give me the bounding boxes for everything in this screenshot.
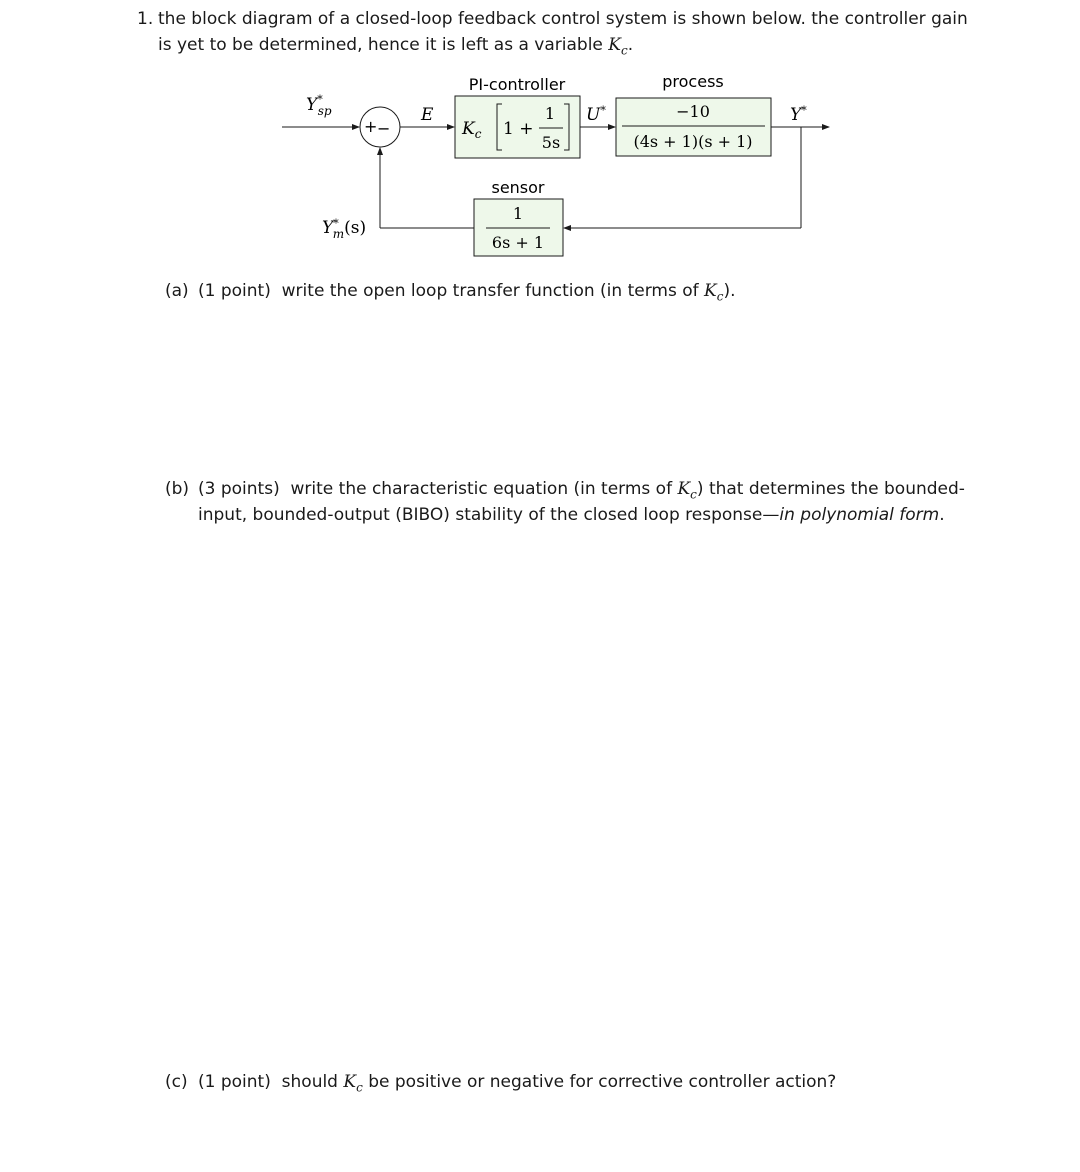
kc-variable: $K_c$ (704, 281, 724, 304)
kc-variable: $K_c$ (677, 479, 697, 502)
process-title: process (662, 72, 724, 91)
part-a-label: (a) (165, 281, 189, 301)
part-b-label: (b) (165, 479, 190, 499)
sum-minus-sign: − (377, 119, 391, 138)
kc-variable: $K_c$ (608, 35, 628, 58)
measured-output-label: Y* m(s) (322, 217, 367, 241)
process-numerator: −10 (676, 102, 710, 121)
sensor-numerator: 1 (512, 204, 524, 223)
error-label: E (421, 105, 434, 125)
sensor-title: sensor (491, 178, 545, 197)
part-b (165, 476, 965, 528)
setpoint-label: Y* sp (306, 93, 332, 118)
part-a (165, 278, 965, 304)
sensor-denominator: 6s + 1 (491, 233, 545, 252)
part-c-label: (c) (165, 1072, 188, 1092)
block-diagram (0, 0, 1080, 270)
question-number: 1. (137, 9, 154, 29)
part-b-emphasis: in polynomial form (779, 505, 940, 525)
part-c-text: (1 point) should $K_c$ be positive or negative for corrective controller action? (198, 1072, 837, 1095)
intro-line-1: the block diagram of a closed-loop feedback control system is shown below. the controller gain (158, 9, 968, 29)
part-c (165, 1069, 965, 1095)
part-b-line-2: input, bounded-output (BIBO) stability of the closed loop response—in polynomial form. (198, 505, 945, 525)
kc-variable: $K_c$ (343, 1072, 363, 1095)
controller-numerator: 1 (544, 104, 556, 123)
output-label: Y* (790, 104, 807, 125)
process-denominator: (4s + 1)(s + 1) (633, 132, 753, 151)
controller-denominator: 5s (541, 133, 561, 152)
part-a-text: (1 point) write the open loop transfer function (in terms of $K_c$). (198, 281, 736, 304)
part-b-line-1: (3 points) write the characteristic equation (in terms of $K_c$) that determines the bounded- (198, 479, 965, 502)
controller-title: PI-controller (468, 75, 566, 94)
sum-plus-sign: + (364, 117, 378, 136)
controller-gain: $K_c$ (462, 119, 482, 141)
controller-one-plus: 1 + (503, 119, 534, 139)
u-label: U* (586, 104, 606, 125)
intro-line-2: is yet to be determined, hence it is left as a variable $K_c$. (158, 35, 634, 58)
